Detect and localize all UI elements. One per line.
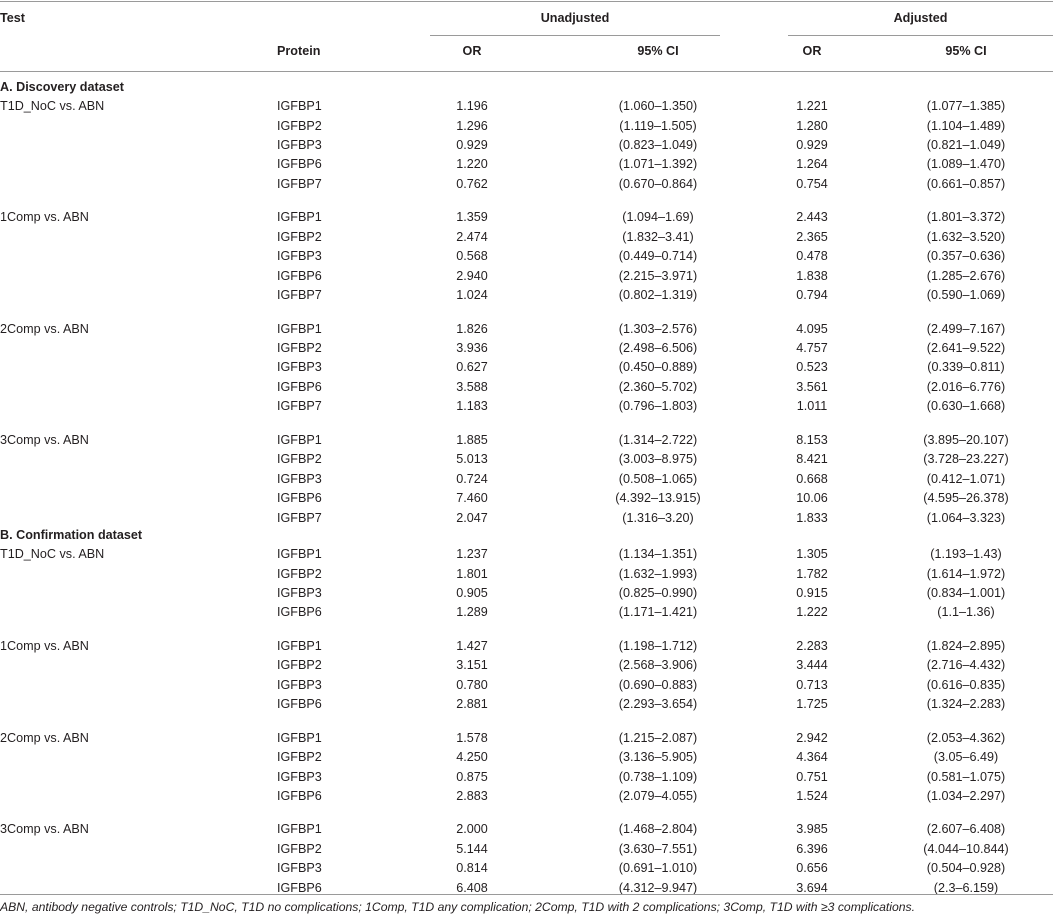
- unadjusted-ci-cell: (1.215–2.087): [618, 730, 698, 745]
- adjusted-or-cell: 0.751: [796, 769, 828, 784]
- unadjusted-or-cell: 6.408: [456, 880, 488, 895]
- protein-cell: IGFBP3: [277, 769, 322, 784]
- unadjusted-or-cell: 2.883: [456, 788, 488, 803]
- adjusted-ci-cell: (0.357–0.636): [926, 249, 1006, 264]
- unadjusted-or-cell: 3.588: [456, 379, 488, 394]
- adjusted-ci-cell: (0.821–1.049): [926, 137, 1006, 152]
- unadjusted-or-cell: 3.151: [456, 658, 488, 673]
- unadjusted-ci-cell: (0.825–0.990): [618, 585, 698, 600]
- adjusted-ci-cell: (1.034–2.297): [926, 788, 1006, 803]
- test-label: T1D_NoC vs. ABN: [0, 547, 105, 561]
- adjusted-span-rule: [788, 35, 1053, 36]
- unadjusted-ci-cell: (1.314–2.722): [618, 432, 698, 447]
- protein-cell: IGFBP1: [277, 822, 322, 837]
- unadjusted-ci-cell: (0.802–1.319): [618, 288, 698, 303]
- unadjusted-ci-cell: (3.136–5.905): [618, 750, 698, 764]
- header-adjusted-or: OR: [802, 44, 822, 58]
- unadjusted-or-cell: 0.875: [456, 769, 488, 784]
- protein-cell: IGFBP6: [277, 605, 322, 620]
- protein-cell: IGFBP6: [277, 157, 322, 172]
- adjusted-ci-cell: (1.324–2.283): [926, 697, 1006, 712]
- adjusted-or-cell: 3.444: [796, 658, 828, 673]
- adjusted-ci-cell: (0.412–1.071): [926, 471, 1006, 486]
- unadjusted-or-cell: 1.578: [456, 730, 488, 745]
- adjusted-or-cell: 0.668: [796, 471, 828, 486]
- adjusted-ci-cell: (2.3–6.159): [933, 880, 999, 895]
- unadjusted-ci-cell: (4.312–9.947): [618, 880, 698, 895]
- protein-cell: IGFBP1: [277, 321, 322, 336]
- protein-cell: IGFBP1: [277, 730, 322, 745]
- adjusted-ci-cell: (3.895–20.107): [923, 432, 1009, 447]
- unadjusted-ci-cell: (4.392–13.915): [615, 491, 701, 506]
- unadjusted-ci-cell: (2.079–4.055): [618, 788, 698, 803]
- unadjusted-ci-cell: (0.449–0.714): [618, 249, 698, 264]
- adjusted-or-cell: 10.06: [796, 491, 828, 506]
- adjusted-ci-cell: (2.016–6.776): [926, 379, 1006, 394]
- adjusted-or-cell: 1.280: [796, 118, 828, 133]
- unadjusted-ci-cell: (1.060–1.350): [618, 99, 698, 113]
- adjusted-ci-cell: (4.044–10.844): [923, 841, 1009, 856]
- unadjusted-ci-cell: (1.094–1.69): [622, 210, 694, 225]
- protein-cell: IGFBP7: [277, 510, 322, 525]
- adjusted-or-cell: 2.365: [796, 229, 828, 244]
- section-title: B. Confirmation dataset: [0, 528, 143, 542]
- adjusted-or-cell: 0.713: [796, 677, 828, 692]
- unadjusted-span-rule: [430, 35, 720, 36]
- unadjusted-ci-cell: (0.450–0.889): [618, 360, 698, 375]
- unadjusted-ci-cell: (1.171–1.421): [618, 605, 698, 620]
- protein-cell: IGFBP2: [277, 229, 322, 244]
- unadjusted-or-cell: 0.780: [456, 677, 488, 692]
- adjusted-ci-cell: (1.064–3.323): [926, 510, 1006, 525]
- adjusted-ci-cell: (2.716–4.432): [926, 658, 1006, 673]
- adjusted-ci-cell: (2.499–7.167): [926, 321, 1006, 336]
- protein-cell: IGFBP3: [277, 677, 322, 692]
- test-label: 1Comp vs. ABN: [0, 210, 89, 225]
- header-bottom-rule: [0, 71, 1053, 72]
- protein-cell: IGFBP6: [277, 491, 322, 506]
- unadjusted-or-cell: 0.627: [456, 360, 488, 375]
- protein-cell: IGFBP3: [277, 585, 322, 600]
- header-adjusted: Adjusted: [893, 11, 948, 25]
- adjusted-ci-cell: (0.630–1.668): [926, 399, 1006, 414]
- unadjusted-or-cell: 5.144: [456, 841, 488, 856]
- protein-cell: IGFBP2: [277, 750, 322, 764]
- adjusted-or-cell: 2.443: [796, 210, 828, 225]
- unadjusted-ci-cell: (1.134–1.351): [618, 547, 698, 561]
- unadjusted-ci-cell: (1.303–2.576): [618, 321, 698, 336]
- unadjusted-or-cell: 1.220: [456, 157, 488, 172]
- protein-cell: IGFBP7: [277, 288, 322, 303]
- adjusted-ci-cell: (0.661–0.857): [926, 176, 1006, 191]
- unadjusted-or-cell: 1.885: [456, 432, 488, 447]
- adjusted-or-cell: 1.305: [796, 547, 828, 561]
- adjusted-ci-cell: (1.285–2.676): [926, 268, 1006, 283]
- header-adjusted-ci: 95% CI: [945, 44, 987, 58]
- section-title: A. Discovery dataset: [0, 80, 124, 94]
- unadjusted-or-cell: 0.568: [456, 249, 488, 264]
- unadjusted-or-cell: 1.024: [456, 288, 488, 303]
- unadjusted-or-cell: 3.936: [456, 340, 488, 355]
- table-top-rule: [0, 1, 1053, 2]
- adjusted-or-cell: 0.915: [796, 585, 828, 600]
- adjusted-or-cell: 4.364: [796, 750, 828, 764]
- protein-cell: IGFBP2: [277, 566, 322, 581]
- table-footnote: ABN, antibody negative controls; T1D_NoC, T1D no complications; 1Comp, T1D any complication; 2Comp, T1D with 2 complications; 3Comp, T1D with ≥3 complications.: [0, 900, 916, 914]
- protein-cell: IGFBP2: [277, 658, 322, 673]
- header-protein: Protein: [277, 44, 321, 58]
- unadjusted-or-cell: 0.929: [456, 137, 488, 152]
- unadjusted-or-cell: 4.250: [456, 750, 488, 764]
- adjusted-or-cell: 2.942: [796, 730, 828, 745]
- adjusted-or-cell: 0.929: [796, 137, 828, 152]
- protein-cell: IGFBP3: [277, 360, 322, 375]
- unadjusted-or-cell: 1.289: [456, 605, 488, 620]
- protein-cell: IGFBP6: [277, 788, 322, 803]
- test-label: T1D_NoC vs. ABN: [0, 99, 105, 113]
- protein-cell: IGFBP7: [277, 399, 322, 414]
- adjusted-ci-cell: (3.05–6.49): [933, 750, 999, 764]
- unadjusted-or-cell: 0.905: [456, 585, 488, 600]
- adjusted-or-cell: 1.011: [796, 399, 828, 414]
- unadjusted-or-cell: 2.474: [456, 229, 488, 244]
- protein-cell: IGFBP3: [277, 471, 322, 486]
- adjusted-or-cell: 1.524: [796, 788, 828, 803]
- adjusted-ci-cell: (0.339–0.811): [927, 360, 1005, 375]
- unadjusted-ci-cell: (2.215–3.971): [618, 268, 698, 283]
- protein-cell: IGFBP1: [277, 210, 322, 225]
- adjusted-or-cell: 1.222: [796, 605, 828, 620]
- adjusted-ci-cell: (0.581–1.075): [926, 769, 1006, 784]
- unadjusted-ci-cell: (1.198–1.712): [618, 638, 698, 653]
- protein-cell: IGFBP3: [277, 861, 322, 876]
- header-unadjusted-ci: 95% CI: [637, 44, 679, 58]
- protein-cell: IGFBP3: [277, 249, 322, 264]
- protein-cell: IGFBP3: [277, 137, 322, 152]
- adjusted-ci-cell: (1.104–1.489): [926, 118, 1006, 133]
- unadjusted-ci-cell: (1.316–3.20): [622, 510, 694, 525]
- adjusted-or-cell: 3.694: [796, 880, 828, 895]
- adjusted-or-cell: 1.838: [796, 268, 828, 283]
- unadjusted-ci-cell: (0.738–1.109): [618, 769, 698, 784]
- adjusted-or-cell: 1.264: [796, 157, 828, 172]
- protein-cell: IGFBP1: [277, 99, 322, 113]
- adjusted-or-cell: 3.985: [796, 822, 828, 837]
- unadjusted-or-cell: 7.460: [456, 491, 488, 506]
- protein-cell: IGFBP2: [277, 340, 322, 355]
- test-label: 2Comp vs. ABN: [0, 730, 89, 745]
- unadjusted-or-cell: 5.013: [456, 452, 488, 467]
- unadjusted-ci-cell: (1.632–1.993): [618, 566, 698, 581]
- unadjusted-ci-cell: (1.071–1.392): [618, 157, 698, 172]
- adjusted-ci-cell: (2.607–6.408): [926, 822, 1006, 837]
- protein-cell: IGFBP6: [277, 697, 322, 712]
- unadjusted-ci-cell: (1.119–1.505): [619, 118, 697, 133]
- unadjusted-ci-cell: (0.823–1.049): [618, 137, 698, 152]
- adjusted-ci-cell: (1.077–1.385): [926, 99, 1006, 113]
- unadjusted-or-cell: 1.237: [456, 547, 488, 561]
- protein-cell: IGFBP7: [277, 176, 322, 191]
- header-unadjusted: Unadjusted: [540, 11, 610, 25]
- unadjusted-ci-cell: (2.498–6.506): [618, 340, 698, 355]
- unadjusted-or-cell: 2.000: [456, 822, 488, 837]
- adjusted-or-cell: 6.396: [796, 841, 828, 856]
- adjusted-ci-cell: (1.614–1.972): [926, 566, 1006, 581]
- unadjusted-or-cell: 1.427: [456, 638, 488, 653]
- adjusted-ci-cell: (4.595–26.378): [923, 491, 1009, 506]
- unadjusted-ci-cell: (3.630–7.551): [618, 841, 698, 856]
- adjusted-or-cell: 0.794: [796, 288, 828, 303]
- test-label: 3Comp vs. ABN: [0, 822, 89, 837]
- protein-cell: IGFBP2: [277, 841, 322, 856]
- adjusted-or-cell: 2.283: [796, 638, 828, 653]
- protein-cell: IGFBP6: [277, 379, 322, 394]
- adjusted-ci-cell: (0.590–1.069): [926, 288, 1006, 303]
- unadjusted-or-cell: 2.881: [456, 697, 488, 712]
- unadjusted-ci-cell: (0.670–0.864): [618, 176, 698, 191]
- unadjusted-ci-cell: (2.293–3.654): [618, 697, 698, 712]
- adjusted-or-cell: 1.221: [796, 99, 828, 113]
- adjusted-ci-cell: (1.089–1.470): [926, 157, 1006, 172]
- adjusted-ci-cell: (2.641–9.522): [926, 340, 1006, 355]
- unadjusted-ci-cell: (0.690–0.883): [618, 677, 698, 692]
- test-label: 2Comp vs. ABN: [0, 321, 89, 336]
- adjusted-ci-cell: (0.616–0.835): [926, 677, 1006, 692]
- unadjusted-ci-cell: (2.568–3.906): [618, 658, 698, 673]
- adjusted-or-cell: 0.478: [796, 249, 828, 264]
- unadjusted-or-cell: 1.801: [456, 566, 488, 581]
- adjusted-or-cell: 0.754: [796, 176, 828, 191]
- adjusted-ci-cell: (1.1–1.36): [937, 605, 995, 620]
- adjusted-or-cell: 3.561: [796, 379, 828, 394]
- adjusted-or-cell: 1.782: [796, 566, 828, 581]
- unadjusted-or-cell: 1.826: [456, 321, 488, 336]
- adjusted-ci-cell: (1.632–3.520): [926, 229, 1006, 244]
- adjusted-ci-cell: (1.824–2.895): [926, 638, 1006, 653]
- unadjusted-or-cell: 1.296: [456, 118, 488, 133]
- header-unadjusted-or: OR: [462, 44, 482, 58]
- adjusted-or-cell: 8.153: [796, 432, 828, 447]
- adjusted-ci-cell: (1.193–1.43): [930, 547, 1002, 561]
- adjusted-or-cell: 8.421: [796, 452, 828, 467]
- header-test: Test: [0, 11, 25, 25]
- adjusted-or-cell: 4.095: [796, 321, 828, 336]
- unadjusted-or-cell: 0.762: [456, 176, 488, 191]
- unadjusted-ci-cell: (0.508–1.065): [618, 471, 698, 486]
- unadjusted-ci-cell: (3.003–8.975): [618, 452, 698, 467]
- unadjusted-or-cell: 1.183: [456, 399, 488, 414]
- protein-cell: IGFBP6: [277, 268, 322, 283]
- unadjusted-or-cell: 2.047: [456, 510, 488, 525]
- unadjusted-or-cell: 1.196: [456, 99, 488, 113]
- unadjusted-ci-cell: (0.691–1.010): [618, 861, 698, 876]
- adjusted-ci-cell: (0.834–1.001): [926, 585, 1006, 600]
- test-label: 3Comp vs. ABN: [0, 432, 89, 447]
- adjusted-ci-cell: (2.053–4.362): [926, 730, 1006, 745]
- protein-cell: IGFBP2: [277, 452, 322, 467]
- adjusted-or-cell: 0.656: [796, 861, 828, 876]
- unadjusted-or-cell: 1.359: [456, 210, 488, 225]
- protein-cell: IGFBP1: [277, 432, 322, 447]
- unadjusted-or-cell: 0.724: [456, 471, 488, 486]
- adjusted-ci-cell: (3.728–23.227): [923, 452, 1009, 467]
- protein-cell: IGFBP6: [277, 880, 322, 895]
- protein-cell: IGFBP2: [277, 118, 322, 133]
- adjusted-or-cell: 4.757: [796, 340, 828, 355]
- unadjusted-ci-cell: (1.468–2.804): [618, 822, 698, 837]
- unadjusted-or-cell: 2.940: [456, 268, 488, 283]
- protein-cell: IGFBP1: [277, 638, 322, 653]
- adjusted-or-cell: 1.833: [796, 510, 828, 525]
- unadjusted-ci-cell: (1.832–3.41): [622, 229, 694, 244]
- adjusted-or-cell: 0.523: [796, 360, 828, 375]
- table-bottom-rule: [0, 894, 1053, 895]
- test-label: 1Comp vs. ABN: [0, 638, 89, 653]
- unadjusted-ci-cell: (2.360–5.702): [618, 379, 698, 394]
- protein-cell: IGFBP1: [277, 547, 322, 561]
- adjusted-ci-cell: (0.504–0.928): [926, 861, 1006, 876]
- unadjusted-or-cell: 0.814: [456, 861, 488, 876]
- unadjusted-ci-cell: (0.796–1.803): [618, 399, 698, 414]
- adjusted-ci-cell: (1.801–3.372): [926, 210, 1006, 225]
- adjusted-or-cell: 1.725: [796, 697, 828, 712]
